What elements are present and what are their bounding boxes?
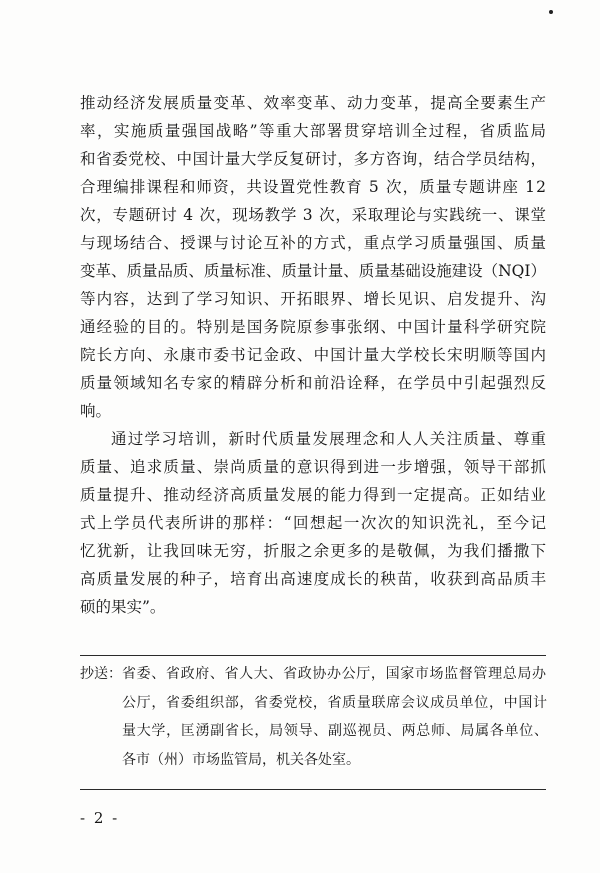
text-line: 等内容，达到了学习知识、开拓眼界、增长见识、启发提升、沟 <box>80 290 548 308</box>
text-line: 式上学员代表所讲的那样：“回想起一次次的知识洗礼，至今记 <box>80 514 548 532</box>
cc-block <box>80 660 549 774</box>
text-line: 合理编排课程和师资，共设置党性教育 5 次，质量专题讲座 12 <box>80 178 548 196</box>
text-line: 忆犹新，让我回味无穷，折服之余更多的是敬佩，为我们播撒下 <box>80 542 548 560</box>
page-number: - 2 - <box>80 809 120 827</box>
cc-line: 省委、省政府、省人大、省政协办公厅，国家市场监督管理总局办 <box>122 666 547 682</box>
text-line: 通经验的目的。特别是国务院原参事张纲、中国计量科学研究院 <box>80 318 548 336</box>
text-line: 质量提升、推动经济高质量发展的能力得到一定提高。正如结业 <box>80 486 548 504</box>
text-line: 与现场结合、授课与讨论互补的方式，重点学习质量强国、质量 <box>80 234 548 252</box>
text-line: 变革、质量品质、质量标准、质量计量、质量基础设施建设（NQI） <box>80 262 546 280</box>
text-line: 响。 <box>80 402 112 420</box>
text-line: 推动经济发展质量变革、效率变革、动力变革，提高全要素生产 <box>80 94 548 112</box>
cc-line: 量大学，匡湧副省长，局领导、副巡视员、两总师、局属各单位、 <box>122 723 549 739</box>
text-line: 率，实施质量强国战略”等重大部署贯穿培训全过程，省质监局 <box>80 122 548 140</box>
text-line: 和省委党校、中国计量大学反复研讨，多方咨询，结合学员结构， <box>80 150 547 168</box>
text-line: 通过学习培训，新时代质量发展理念和人人关注质量、尊重 <box>111 430 548 448</box>
body-paragraph <box>80 425 546 621</box>
cc-line: 各市（州）市场监管局，机关各处室。 <box>122 751 360 768</box>
divider-top <box>80 655 546 656</box>
body-paragraph <box>80 89 546 425</box>
text-line: 硕的果实”。 <box>80 598 166 616</box>
scan-mark <box>549 10 553 14</box>
body-text <box>80 89 546 621</box>
cc-label: 抄送： <box>80 666 122 682</box>
text-line: 质量、追求质量、崇尚质量的意识得到进一步增强，领导干部抓 <box>80 458 548 476</box>
cc-recipients <box>122 660 549 774</box>
text-line: 院长方向、永康市委书记金政、中国计量大学校长宋明顺等国内 <box>80 346 548 364</box>
text-line: 次，专题研讨 4 次，现场教学 3 次，采取理论与实践统一、课堂 <box>80 206 547 224</box>
text-line: 高质量发展的种子，培育出高速度成长的秧苗，收获到高品质丰 <box>80 570 548 588</box>
text-line: 质量领域知名专家的精辟分析和前沿诠释，在学员中引起强烈反 <box>80 374 548 392</box>
divider-bottom <box>80 789 546 790</box>
cc-line: 公厅，省委组织部，省委党校，省质量联席会议成员单位，中国计 <box>122 694 548 711</box>
